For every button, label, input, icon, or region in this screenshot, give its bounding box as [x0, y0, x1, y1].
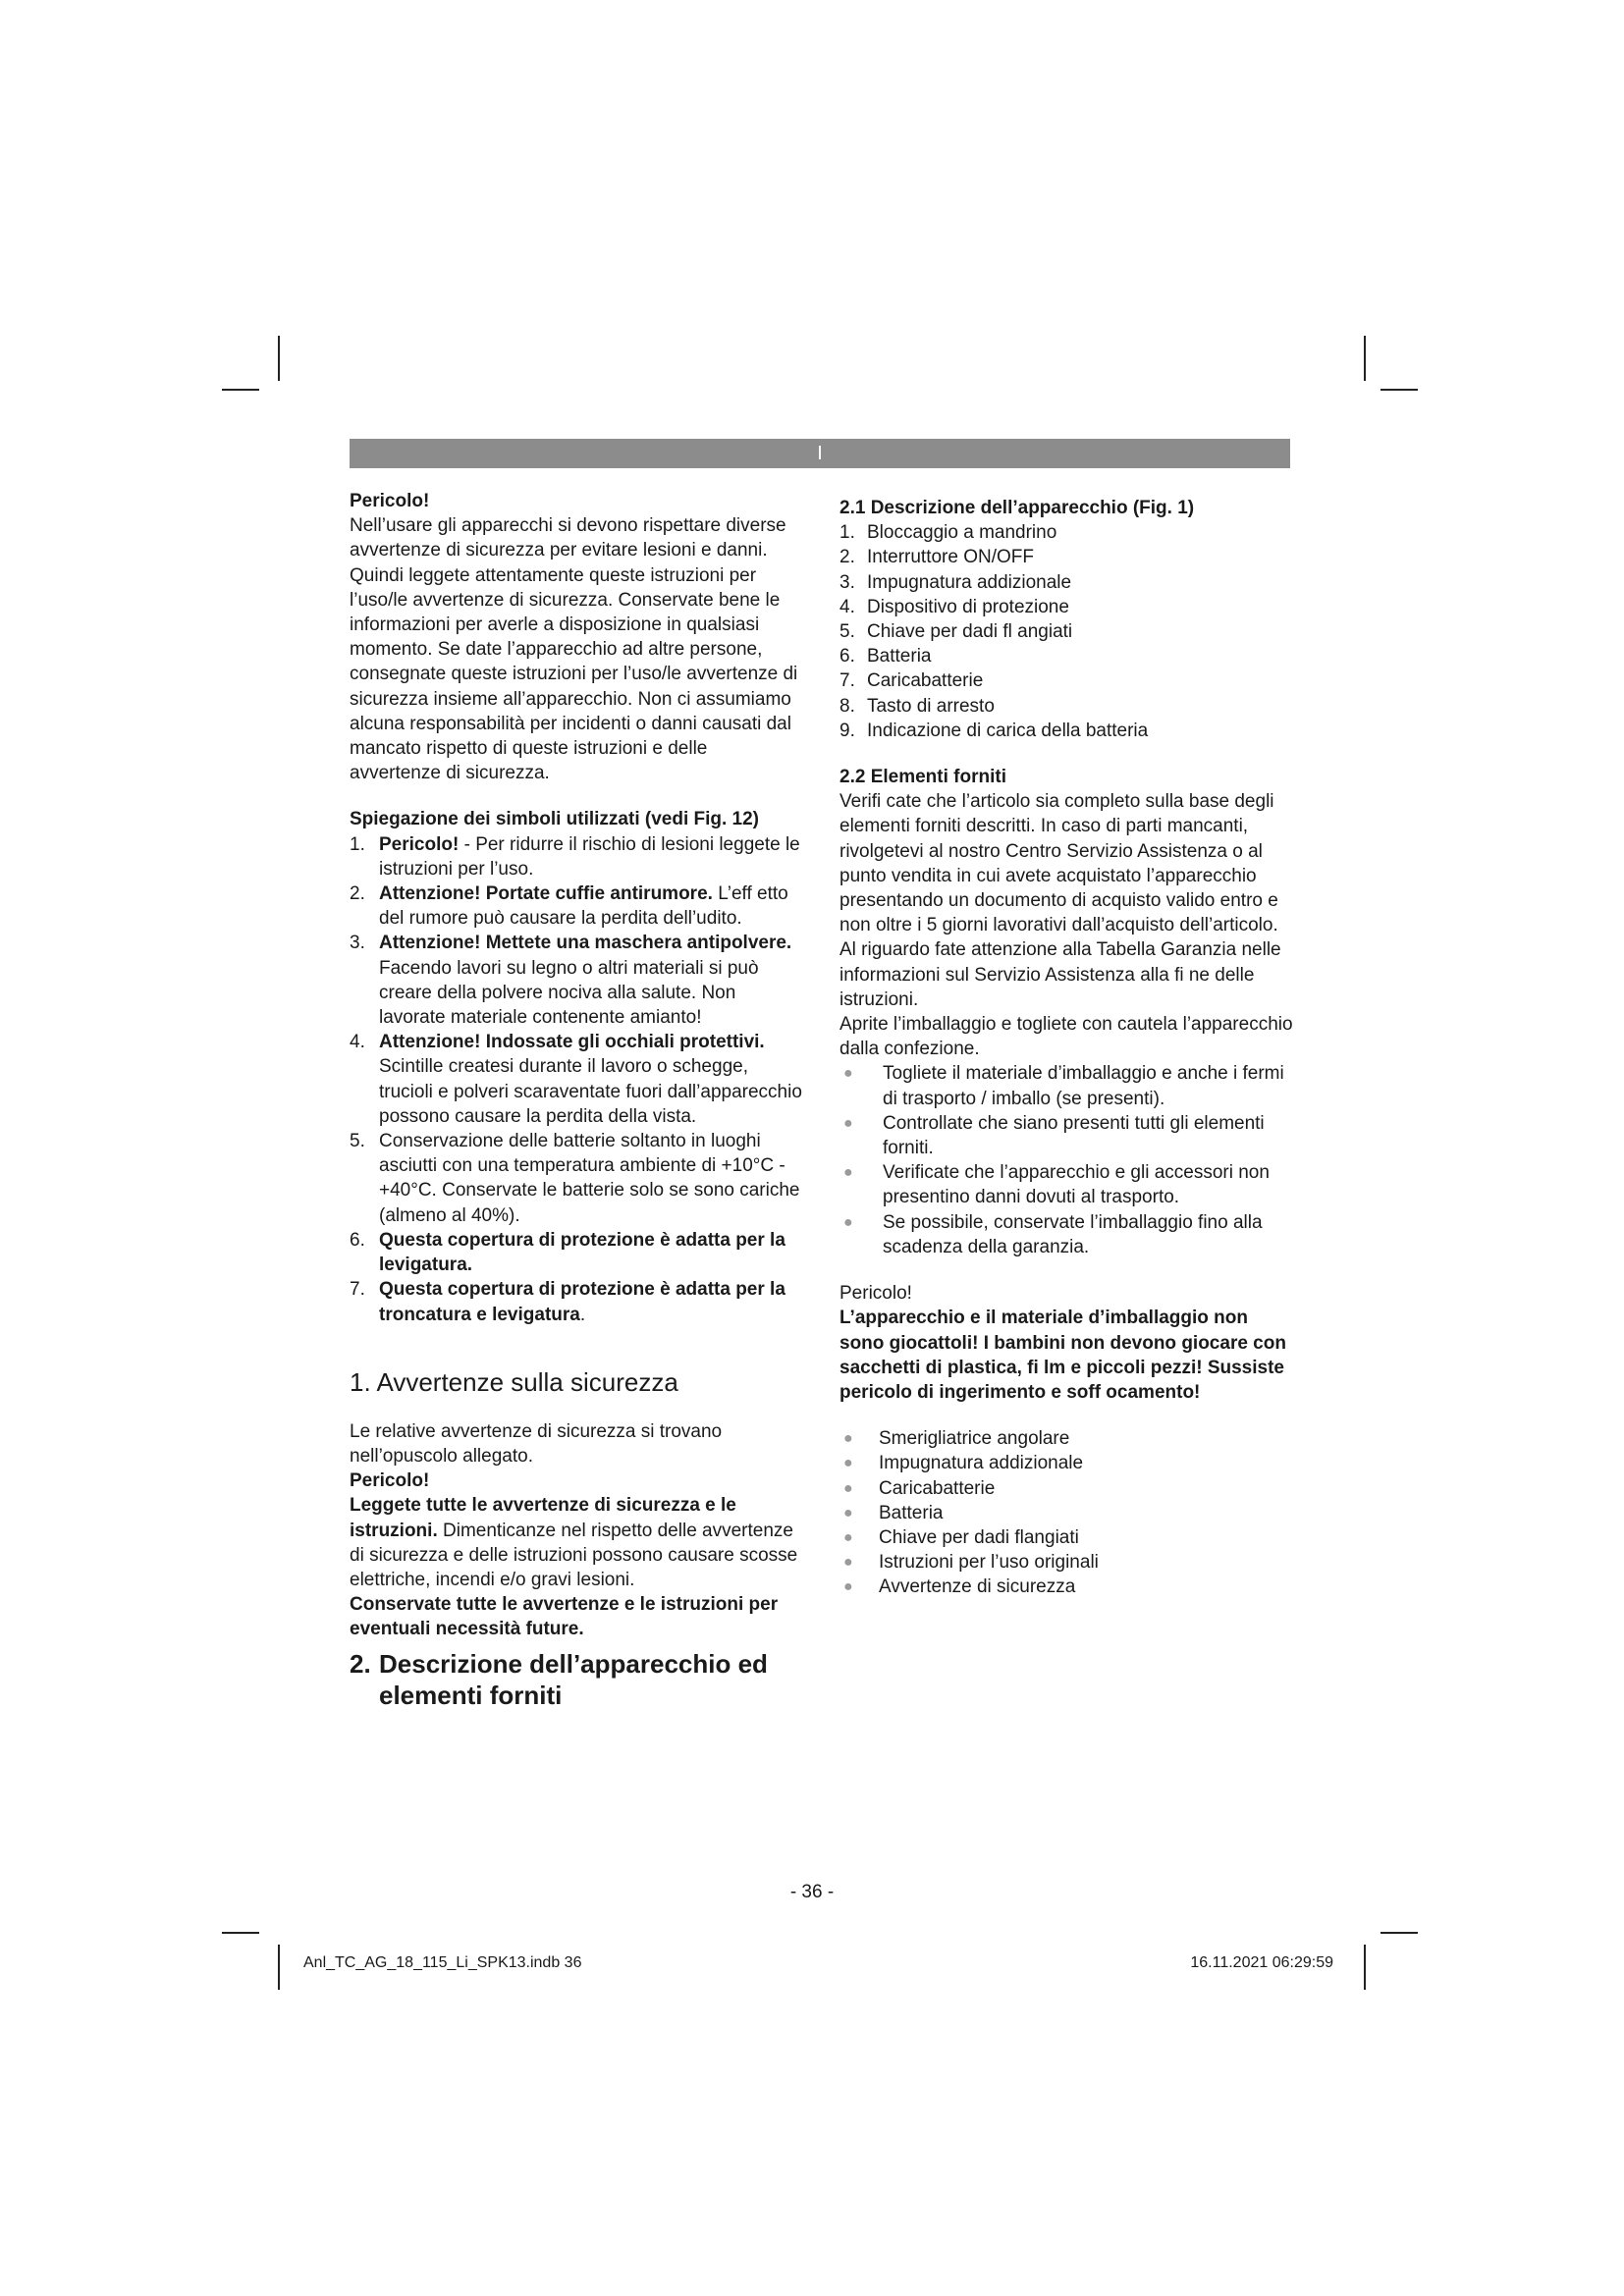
package-content-text: Impugnatura addizionale: [879, 1453, 1084, 1474]
section-2-title: Descrizione dell’apparecchio ed elementi forniti: [379, 1648, 768, 1710]
section-2-number: 2.: [350, 1648, 371, 1679]
footer-date: 16.11.2021 06:29:59: [1190, 1954, 1333, 1971]
bullet-icon: ●: [843, 1455, 853, 1472]
symbols-title: Spiegazione dei simboli utilizzati (vedi Fig. 12): [350, 809, 760, 830]
right-column: [839, 496, 1293, 1600]
unpack-step: [839, 1210, 1293, 1259]
symbol-number: 6.: [350, 1229, 365, 1251]
bullet-icon: ●: [843, 1114, 853, 1132]
crop-mark-top-left-h: [222, 389, 259, 391]
danger-title-1: Pericolo!: [350, 491, 430, 511]
left-column: [350, 489, 803, 1711]
symbol-bold: Questa copertura di protezione è adatta per la levigatura.: [379, 1229, 785, 1276]
crop-mark-top-right-v: [1364, 336, 1366, 381]
symbol-number: 1.: [350, 833, 365, 855]
device-part-label: Interruttore ON/OFF: [867, 547, 1034, 568]
device-part-number: 8.: [839, 695, 855, 717]
device-part-label: Caricabatterie: [867, 670, 984, 692]
package-content-item: [839, 1476, 1293, 1501]
package-content-text: Caricabatterie: [879, 1477, 996, 1499]
symbol-text: Scintille createsi durante il lavoro o schegge, trucioli e polveri scaraventate fuori dall’apparecchio possono causare la perdita della vista.: [379, 1056, 802, 1127]
crop-mark-bottom-right-h: [1380, 1932, 1418, 1934]
symbol-bold: Attenzione! Mettete una maschera antipolvere.: [379, 933, 792, 954]
language-header-bar: [350, 439, 1290, 468]
device-part-number: 9.: [839, 720, 855, 741]
device-part-label: Dispositivo di protezione: [867, 596, 1069, 617]
device-part-number: 7.: [839, 670, 855, 692]
unpack-step-text: Controllate che siano presenti tutti gli elementi forniti.: [883, 1112, 1265, 1159]
device-part-item: [839, 668, 1293, 693]
symbol-bold: Pericolo!: [379, 833, 460, 855]
device-part-item: [839, 694, 1293, 719]
symbol-item: [350, 1030, 803, 1129]
section-2-heading: [350, 1648, 803, 1711]
symbol-text: L’eff etto del rumore può causare la perdita dell’udito.: [379, 883, 788, 930]
symbol-text: - Per ridurre il rischio di lesioni leggete le istruzioni per l’uso.: [379, 833, 800, 880]
device-part-number: 6.: [839, 646, 855, 667]
device-part-label: Tasto di arresto: [867, 695, 995, 717]
symbol-number: 3.: [350, 933, 365, 954]
device-part-number: 4.: [839, 596, 855, 617]
section-1-heading: 1. Avvertenze sulla sicurezza: [350, 1366, 678, 1397]
symbol-bold: Questa copertura di protezione è adatta per la troncatura e levigatura: [379, 1279, 785, 1325]
unpack-text: Aprite l’imballaggio e togliete con cautela l’apparecchio dalla confezione.: [839, 1014, 1293, 1060]
warning-bold: Leggete tutte le avvertenze di sicurezza e le istruzioni.: [350, 1495, 736, 1541]
crop-mark-bottom-left-v: [278, 1945, 280, 1990]
language-code: I: [817, 443, 823, 464]
device-part-label: Chiave per dadi fl angiati: [867, 621, 1073, 643]
device-part-item: [839, 619, 1293, 644]
crop-mark-bottom-right-v: [1364, 1945, 1366, 1990]
symbol-text: Conservazione delle batterie soltanto in luoghi asciutti con una temperatura ambiente di +10°C - +40°C. Conservate le batterie solo se sono cariche (almeno al 40%).: [379, 1131, 800, 1226]
symbol-bold: Attenzione! Indossate gli occhiali protettivi.: [379, 1032, 765, 1053]
intro-paragraph: Nell’usare gli apparecchi si devono rispettare diverse avvertenze di sicurezza per evitare lesioni e danni. Quindi leggete attentamente queste istruzioni per l’uso/le avvertenze di sicurezza. Conservate bene le informazioni per averle a disposizione in qualsiasi momento. Se date l’apparecchio ad altre persone, consegnate queste istruzioni per l’uso/le avvertenze di sicurezza insieme all’apparecchio. Non ci assumiamo alcuna responsabilità per incidenti o danni causati dal mancato rispetto di queste istruzioni e delle avvertenze di sicurezza.: [350, 515, 798, 784]
warning-text: Dimenticanze nel rispetto delle avvertenze di sicurezza e delle istruzioni possono causare scosse elettriche, incendi e/o gravi lesioni.: [350, 1520, 798, 1590]
symbol-item: [350, 1228, 803, 1277]
symbol-item: [350, 1277, 803, 1326]
bullet-icon: ●: [843, 1065, 853, 1083]
package-content-item: [839, 1501, 1293, 1525]
unpack-step-text: Togliete il materiale d’imballaggio e anche i fermi di trasporto / imballo (se presenti).: [883, 1063, 1284, 1109]
package-content-text: Chiave per dadi flangiati: [879, 1526, 1079, 1548]
symbol-text: .: [579, 1304, 586, 1325]
bullet-icon: ●: [843, 1213, 853, 1231]
package-content-item: [839, 1525, 1293, 1550]
symbol-item: [350, 832, 803, 881]
symbol-number: 7.: [350, 1279, 365, 1301]
unpack-step: [839, 1061, 1293, 1110]
device-part-item: [839, 595, 1293, 619]
symbol-item: [350, 931, 803, 1030]
unpack-steps-list: [839, 1061, 1293, 1259]
bullet-icon: ●: [843, 1578, 853, 1596]
package-content-item: [839, 1550, 1293, 1575]
symbol-text: Facendo lavori su legno o altri materiali si può creare della polvere nociva alla salute. Non lavorate materiale contenente amianto!: [379, 957, 759, 1029]
package-content-text: Avvertenze di sicurezza: [879, 1576, 1076, 1598]
symbol-bold: Attenzione! Portate cuffie antirumore.: [379, 883, 713, 905]
symbol-number: 5.: [350, 1131, 365, 1152]
bullet-icon: ●: [843, 1504, 853, 1522]
device-parts-list: [839, 520, 1293, 743]
symbol-number: 4.: [350, 1032, 365, 1053]
crop-mark-top-left-v: [278, 336, 280, 381]
package-content-item: [839, 1426, 1293, 1451]
page-number: - 36 -: [789, 1882, 835, 1902]
unpack-step-text: Se possibile, conservate l’imballaggio fino alla scadenza della garanzia.: [883, 1211, 1263, 1257]
keep-instructions: Conservate tutte le avvertenze e le istruzioni per eventuali necessità future.: [350, 1594, 779, 1640]
device-part-label: Impugnatura addizionale: [867, 571, 1072, 593]
device-description-title: 2.1 Descrizione dell’apparecchio (Fig. 1): [839, 498, 1195, 518]
bullet-icon: ●: [843, 1164, 853, 1182]
bullet-icon: ●: [843, 1479, 853, 1497]
danger-title-3: Pericolo!: [839, 1283, 912, 1305]
symbol-number: 2.: [350, 883, 365, 905]
device-part-item: [839, 570, 1293, 595]
device-part-number: 2.: [839, 547, 855, 568]
unpack-step: [839, 1160, 1293, 1209]
device-part-item: [839, 545, 1293, 569]
symbol-item: [350, 1129, 803, 1228]
supplied-items-title: 2.2 Elementi forniti: [839, 767, 1006, 788]
package-content-text: Batteria: [879, 1502, 944, 1523]
device-part-number: 1.: [839, 522, 855, 544]
device-part-number: 5.: [839, 621, 855, 643]
bullet-icon: ●: [843, 1554, 853, 1572]
package-content-item: [839, 1451, 1293, 1475]
package-contents-list: [839, 1426, 1293, 1599]
symbol-item: [350, 881, 803, 931]
device-part-number: 3.: [839, 571, 855, 593]
footer-file-name: Anl_TC_AG_18_115_Li_SPK13.indb 36: [303, 1954, 582, 1971]
unpack-step: [839, 1111, 1293, 1160]
supplied-items-text: Verifi cate che l’articolo sia completo sulla base degli elementi forniti descritti. In caso di parti mancanti, rivolgetevi al nostro Centro Servizio Assistenza o al punto vendita in cui avete acquistato l’apparecchio presentando un documento di acquisto valido entro e non oltre i 5 giorni lavorativi dall’acquisto dell’articolo. Al riguardo fate attenzione alla Tabella Garanzia nelle informazioni sul Servizio Assistenza alla fi ne delle istruzioni.: [839, 791, 1281, 1010]
crop-mark-top-right-h: [1380, 389, 1418, 391]
device-part-label: Indicazione di carica della batteria: [867, 720, 1149, 741]
device-part-label: Batteria: [867, 646, 932, 667]
danger-3-text: L’apparecchio e il materiale d’imballaggio non sono giocattoli! I bambini non devono giocare con sacchetti di plastica, fi lm e piccoli pezzi! Sussiste pericolo di ingerimento e soff ocamento!: [839, 1308, 1286, 1403]
package-content-item: [839, 1575, 1293, 1599]
device-part-item: [839, 644, 1293, 668]
danger-title-2: Pericolo!: [350, 1470, 430, 1492]
package-content-text: Smerigliatrice angolare: [879, 1428, 1070, 1450]
warning-paragraph: [350, 1493, 803, 1592]
section-1-text: Le relative avvertenze di sicurezza si trovano nell’opuscolo allegato.: [350, 1420, 723, 1467]
device-part-label: Bloccaggio a mandrino: [867, 522, 1057, 544]
crop-mark-bottom-left-h: [222, 1932, 259, 1934]
device-part-item: [839, 520, 1293, 545]
device-part-item: [839, 719, 1293, 743]
bullet-icon: ●: [843, 1430, 853, 1448]
package-content-text: Istruzioni per l’uso originali: [879, 1552, 1099, 1574]
symbols-list: [350, 832, 803, 1327]
bullet-icon: ●: [843, 1528, 853, 1546]
unpack-step-text: Verificate che l’apparecchio e gli accessori non presentino danni dovuti al trasporto.: [883, 1162, 1270, 1208]
